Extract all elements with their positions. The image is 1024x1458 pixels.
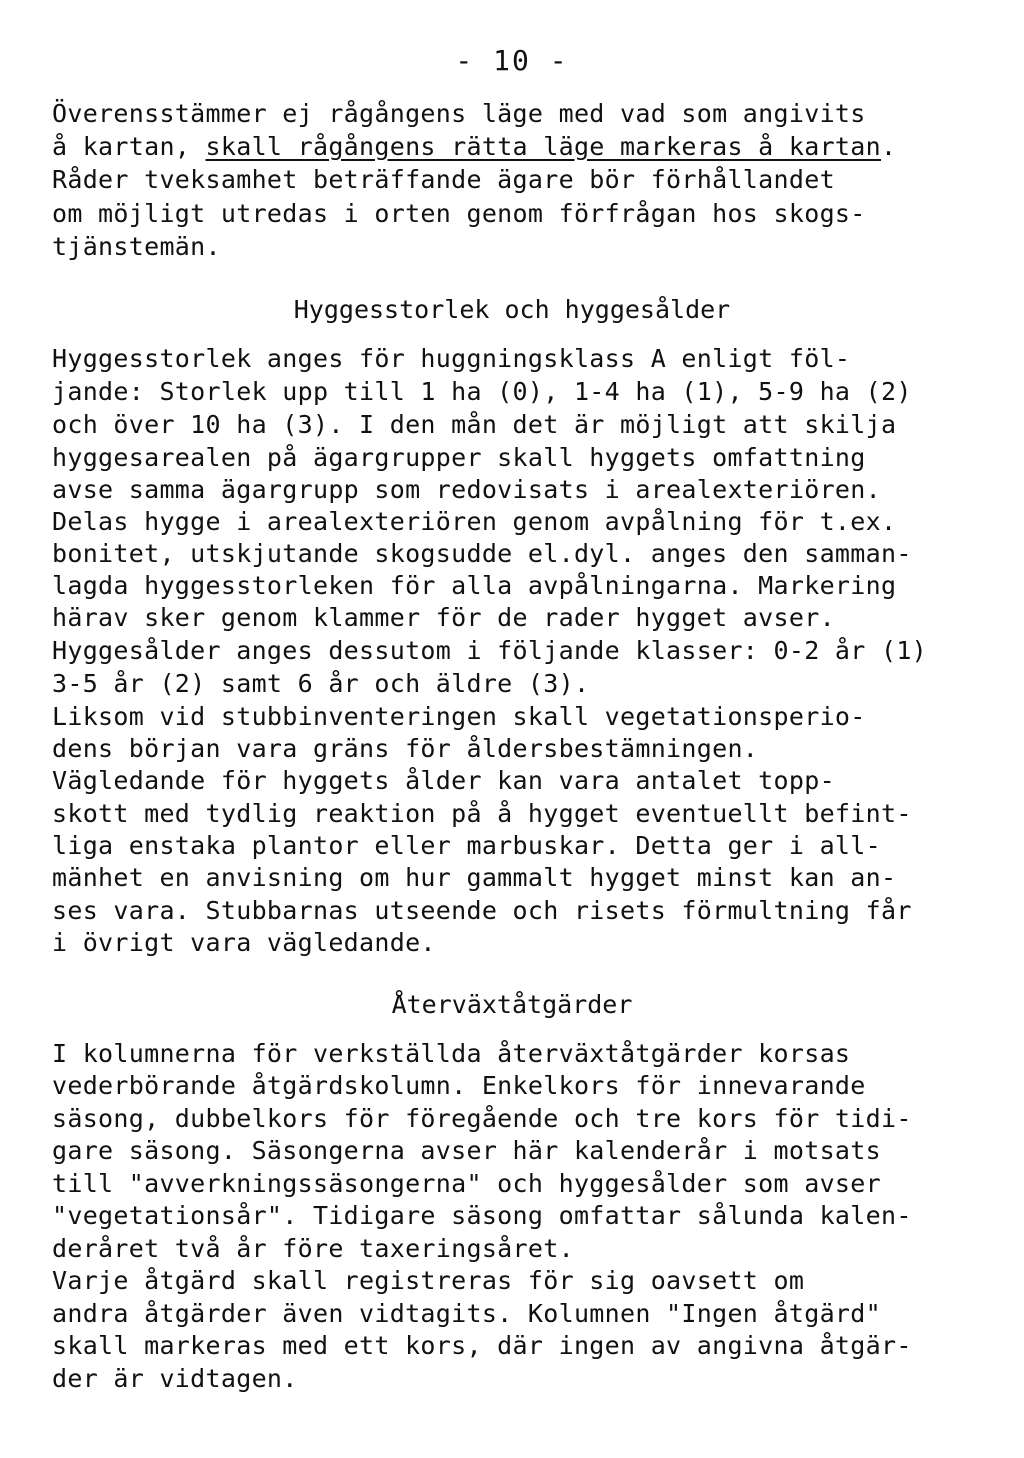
paragraph-line: deråret två år före taxeringsåret.	[52, 1234, 574, 1263]
paragraph-line: andra åtgärder även vidtagits. Kolumnen "Ingen åtgärd"	[52, 1299, 881, 1328]
paragraph-line: skott med tydlig reaktion på å hygget eventuellt befint-	[52, 799, 912, 828]
text-run: .	[880, 132, 897, 161]
underlined-instruction: skall rågångens rätta läge markeras å kartan	[205, 132, 881, 161]
paragraph-line: Hyggesålder anges dessutom i följande klasser: 0-2 år (1)	[52, 636, 928, 665]
text-run: å kartan,	[52, 132, 206, 161]
paragraph-line: skall markeras med ett kors, där ingen av angivna åtgär-	[52, 1331, 912, 1360]
paragraph-line: Delas hygge i arealexteriören genom avpålning för t.ex.	[52, 507, 897, 536]
paragraph-line: Hyggesstorlek anges för huggningsklass A enligt föl-	[52, 344, 851, 373]
paragraph-line: Vägledande för hyggets ålder kan vara antalet topp-	[52, 766, 835, 795]
paragraph-line: "vegetationsår". Tidigare säsong omfattar sålunda kalen-	[52, 1201, 912, 1230]
paragraph-line: ses vara. Stubbarnas utseende och risets förmultning får	[52, 896, 912, 925]
paragraph-line: avse samma ägargrupp som redovisats i arealexteriören.	[52, 475, 881, 504]
paragraph-line: och över 10 ha (3). I den mån det är möjligt att skilja	[52, 410, 897, 439]
paragraph-line: gare säsong. Säsongerna avser här kalenderår i motsats	[52, 1136, 881, 1165]
paragraph-line: Överensstämmer ej rågångens läge med vad som angivits	[52, 99, 866, 128]
paragraph-line: till "avverkningssäsongerna" och hyggesålder som avser	[52, 1169, 881, 1198]
paragraph-line	[52, 131, 896, 163]
section-heading: Återväxtåtgärder	[391, 990, 633, 1019]
paragraph-line: i övrigt vara vägledande.	[52, 928, 436, 957]
paragraph-line: bonitet, utskjutande skogsudde el.dyl. anges den samman-	[52, 539, 912, 568]
paragraph-line: vederbörande åtgärdskolumn. Enkelkors för innevarande	[52, 1071, 866, 1100]
paragraph-line: dens början vara gräns för åldersbestämningen.	[52, 734, 759, 763]
paragraph-line: hyggesarealen på ägargrupper skall hyggets omfattning	[52, 443, 866, 472]
paragraph-line: der är vidtagen.	[52, 1364, 298, 1393]
paragraph-line: Råder tveksamhet beträffande ägare bör förhållandet	[52, 165, 835, 194]
paragraph-line: I kolumnerna för verkställda återväxtåtgärder korsas	[52, 1039, 851, 1068]
paragraph-line: om möjligt utredas i orten genom förfrågan hos skogs-	[52, 199, 866, 228]
paragraph-line: Liksom vid stubbinventeringen skall vegetationsperio-	[52, 702, 866, 731]
paragraph-line: tjänstemän.	[52, 232, 221, 261]
paragraph-line: härav sker genom klammer för de rader hygget avser.	[52, 603, 835, 632]
paragraph-line: 3-5 år (2) samt 6 år och äldre (3).	[52, 669, 590, 698]
paragraph-line: liga enstaka plantor eller marbuskar. Detta ger i all-	[52, 831, 881, 860]
paragraph-line: säsong, dubbelkors för föregående och tre kors för tidi-	[52, 1104, 912, 1133]
paragraph-line: lagda hyggesstorleken för alla avpålningarna. Markering	[52, 571, 897, 600]
paragraph-line: Varje åtgärd skall registreras för sig oavsett om	[52, 1266, 805, 1295]
page-number: - 10 -	[455, 44, 569, 77]
paragraph-line: mänhet en anvisning om hur gammalt hygget minst kan an-	[52, 863, 897, 892]
section-heading: Hyggesstorlek och hyggesålder	[293, 295, 731, 324]
paragraph-line: jande: Storlek upp till 1 ha (0), 1-4 ha (1), 5-9 ha (2)	[52, 377, 912, 406]
